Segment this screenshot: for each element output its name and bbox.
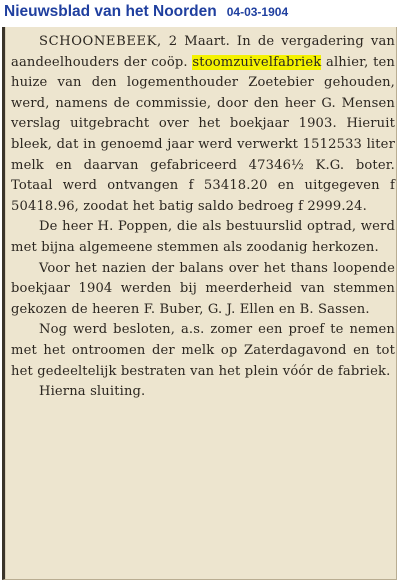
highlighted-term: stoomzuivelfabriek: [192, 54, 322, 70]
article-paragraph-3: Voor het nazien der balans over het thans loopende boekjaar 1904 werden bij meerderheid van stemmen gekozen de heeren F. Buber, G. J. Ellen en B. Sassen.: [11, 260, 395, 317]
publication-date: 04-03-1904: [226, 5, 289, 19]
dateline-place: SCHOONEBEEK,: [39, 34, 162, 49]
paragraph-1-rest: alhier, ten huize van den logementhouder Zoetebier gehouden, werd, namens de commissie, door den heer G. Mensen verslag uitgebracht over het boekjaar 1903. Hieruit bleek, dat in genoemd jaar werd verwerkt 1512533 liter melk en daarvan gefabriceerd 47346½ K.G. boter. Totaal werd ontvangen f 53418.20 en uitgegeven f 50418.96, zoodat het batig saldo bedroeg f 2999.24.: [11, 54, 396, 214]
newspaper-title: Nieuwsblad van het Noorden: [4, 3, 217, 20]
newspaper-clipping: [2, 27, 397, 580]
article-body: [11, 32, 395, 403]
paragraph-1-lead: 2 Maart. In de vergadering van aandeelhouders der coöp.: [11, 34, 396, 70]
article-paragraph-2: De heer H. Poppen, die als bestuurslid optrad, werd met bijna algemeene stemmen als zoodanig herkozen.: [11, 219, 395, 255]
clipping-header: [4, 3, 288, 25]
page-edge: [5, 27, 6, 579]
article-paragraph-1: [11, 32, 395, 217]
article-paragraph-5: Hierna sluiting.: [39, 384, 146, 400]
article-paragraph-4: Nog werd besloten, a.s. zomer een proef te nemen met het ontroomen der melk op Zaterdagavond en tot het gedeeltelijk bestraten van het plein vóór de fabriek.: [11, 322, 395, 379]
